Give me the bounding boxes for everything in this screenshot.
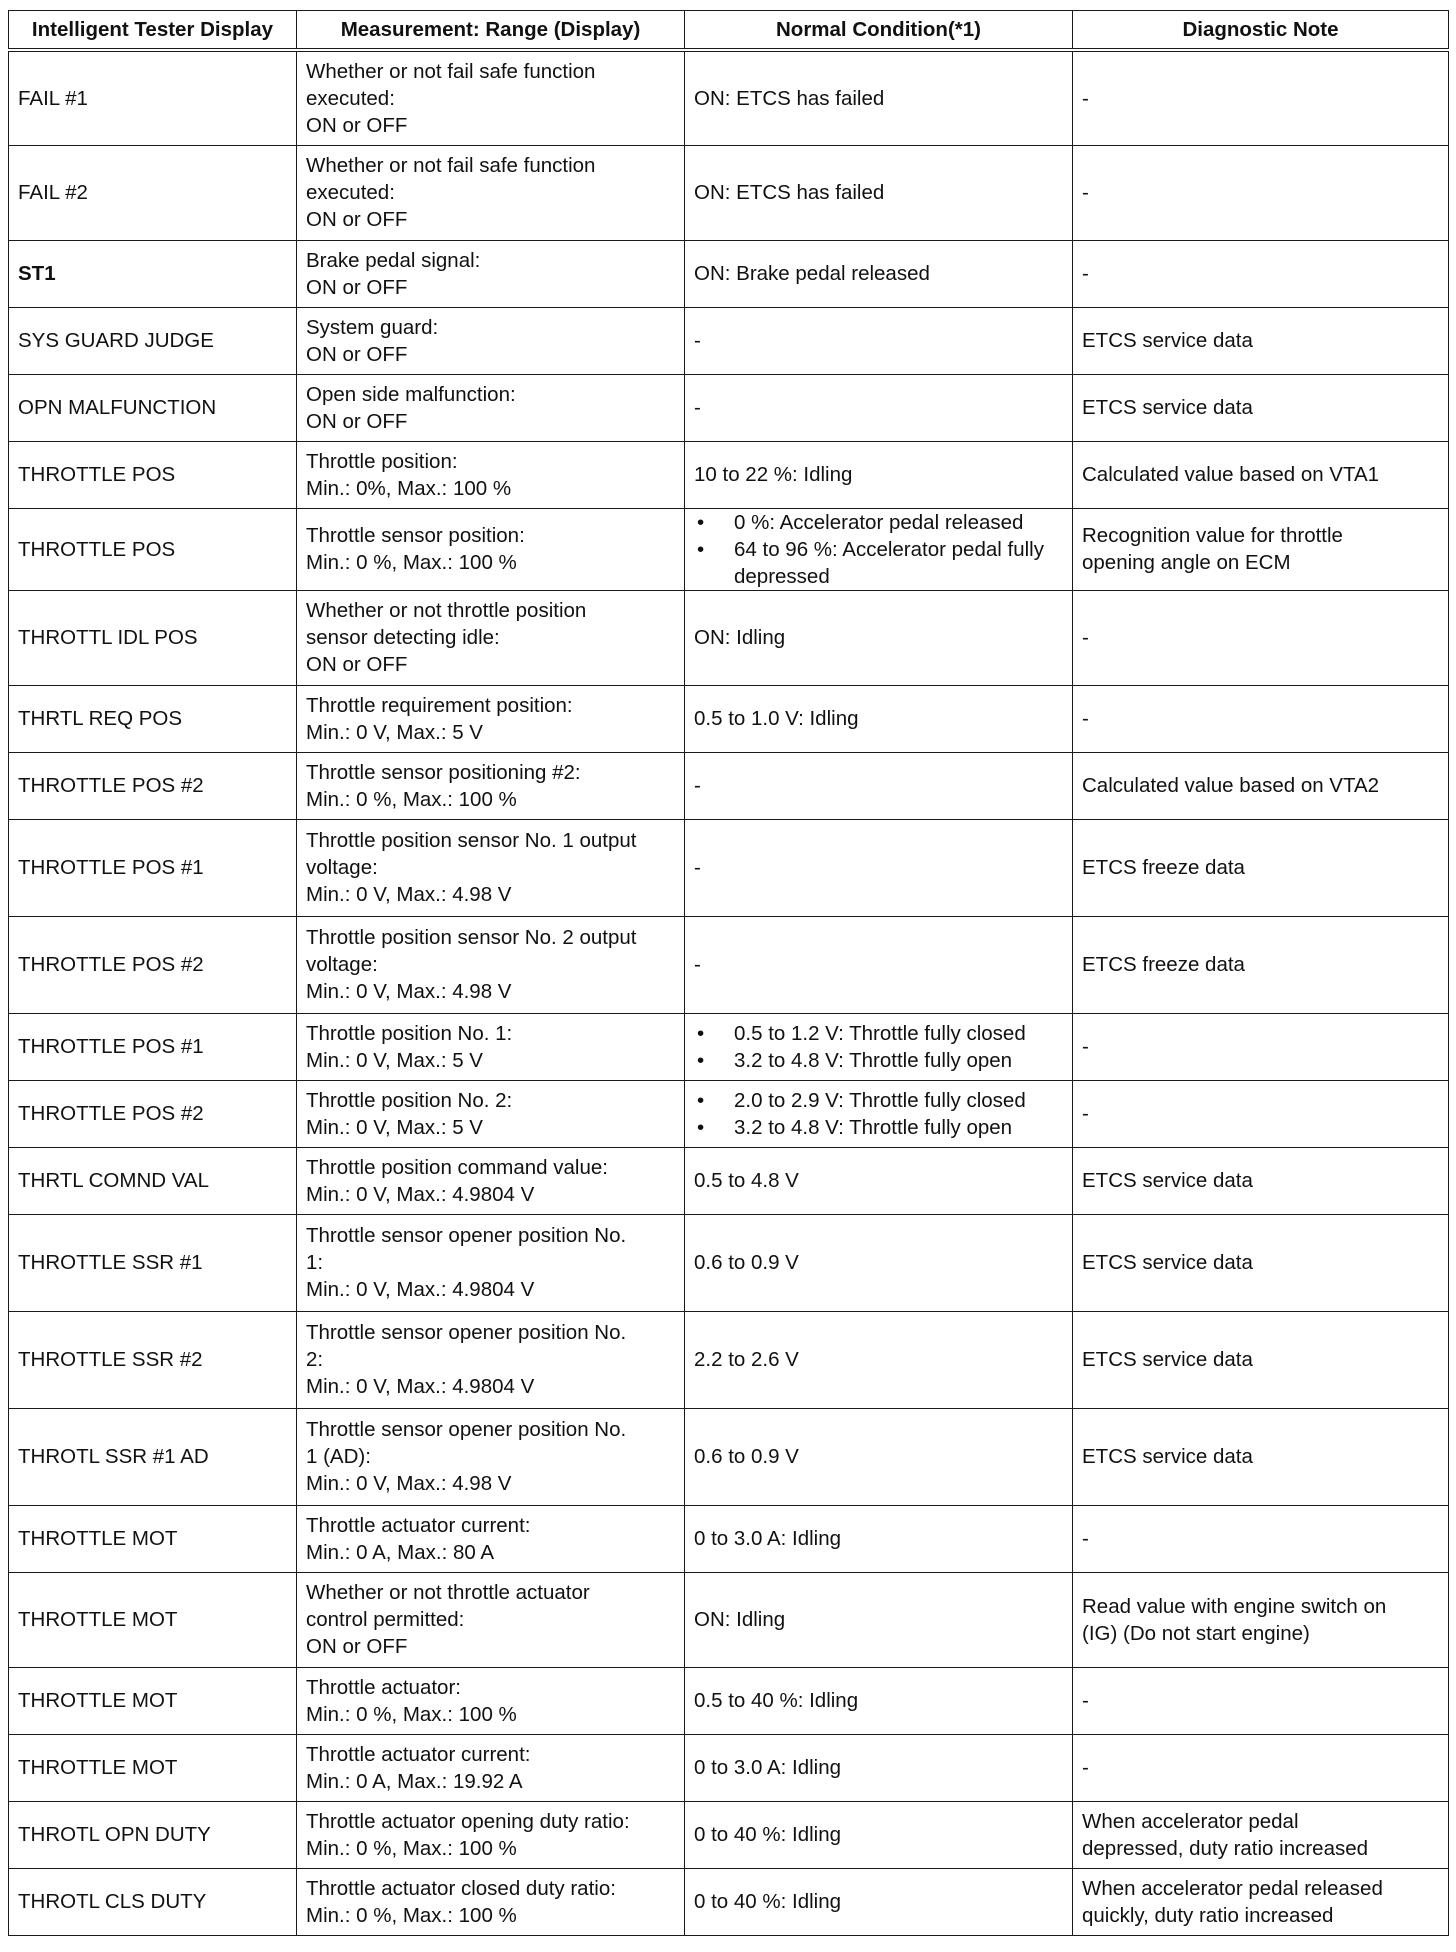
measurement-cell <box>297 1868 685 1935</box>
normal-condition-item: • 3.2 to 4.8 V: Throttle fully open <box>694 1047 1063 1074</box>
table-row <box>9 752 1449 819</box>
data-list-table <box>8 10 1449 1936</box>
normal-condition-line: 2.2 to 2.6 V <box>694 1348 799 1371</box>
diagnostic-note-line: Read value with engine switch on <box>1082 1594 1387 1618</box>
diagnostic-note-line: ETCS freeze data <box>1082 953 1245 976</box>
table-row <box>9 1147 1449 1214</box>
normal-condition-line: 0.6 to 0.9 V <box>694 1445 799 1468</box>
measurement-line: Throttle actuator: <box>306 1675 461 1699</box>
diagnostic-note-cell <box>1073 1572 1449 1667</box>
measurement-line: control permitted: <box>306 1608 465 1631</box>
tester-display-cell: THROTTLE MOT <box>9 1734 297 1801</box>
normal-condition-cell <box>685 819 1073 916</box>
diagnostic-note-cell <box>1073 374 1449 441</box>
table-row <box>9 1408 1449 1505</box>
measurement-line: Min.: 0%, Max.: 100 % <box>306 476 512 500</box>
tester-display-cell: THRTL REQ POS <box>9 685 297 752</box>
measurement-cell <box>297 685 685 752</box>
normal-condition-cell <box>685 916 1073 1013</box>
normal-condition-cell <box>685 1801 1073 1868</box>
normal-condition-line: - <box>694 953 701 976</box>
diagnostic-note-line: - <box>1082 181 1089 204</box>
diagnostic-note-line: - <box>1082 707 1089 730</box>
measurement-line: voltage: <box>306 856 378 879</box>
normal-condition-cell <box>685 1505 1073 1572</box>
measurement-line: Throttle actuator current: <box>306 1742 531 1766</box>
normal-condition-line: ON: Brake pedal released <box>694 262 930 285</box>
tester-display-cell: THROTTLE MOT <box>9 1572 297 1667</box>
measurement-line: Throttle sensor opener position No. <box>306 1321 627 1344</box>
table-row <box>9 307 1449 374</box>
tester-display-cell: THROTTLE POS <box>9 508 297 590</box>
measurement-line: Whether or not throttle actuator <box>306 1581 590 1604</box>
header-row <box>9 11 1449 51</box>
normal-condition-cell <box>685 441 1073 508</box>
measurement-line: executed: <box>306 86 395 110</box>
measurement-line: 2: <box>306 1348 324 1371</box>
normal-condition-line: 0.5 to 40 %: Idling <box>694 1689 859 1712</box>
measurement-line: Throttle sensor positioning #2: <box>306 760 581 784</box>
normal-condition-cell <box>685 685 1073 752</box>
tester-display-cell: OPN MALFUNCTION <box>9 374 297 441</box>
normal-condition-cell <box>685 1667 1073 1734</box>
measurement-line: Throttle sensor opener position No. <box>306 1224 627 1247</box>
measurement-cell <box>297 1734 685 1801</box>
measurement-line: Min.: 0 V, Max.: 4.98 V <box>306 980 512 1003</box>
measurement-line: Min.: 0 %, Max.: 100 % <box>306 1702 517 1726</box>
normal-condition-line: - <box>694 774 701 797</box>
normal-condition-cell <box>685 590 1073 685</box>
table-row <box>9 1080 1449 1147</box>
diagnostic-note-cell <box>1073 441 1449 508</box>
measurement-line: Min.: 0 %, Max.: 100 % <box>306 787 517 811</box>
measurement-line: 1 (AD): <box>306 1445 371 1468</box>
tester-display-cell: SYS GUARD JUDGE <box>9 307 297 374</box>
measurement-line: Whether or not fail safe function <box>306 59 596 83</box>
tester-display-cell: THROTTL IDL POS <box>9 590 297 685</box>
measurement-line: Throttle sensor position: <box>306 524 525 547</box>
tester-display-cell: THRTL COMND VAL <box>9 1147 297 1214</box>
tester-display-cell: THROTTLE POS #2 <box>9 752 297 819</box>
diagnostic-note-cell <box>1073 752 1449 819</box>
measurement-cell <box>297 590 685 685</box>
diagnostic-note-line: ETCS service data <box>1082 1251 1253 1274</box>
diagnostic-note-line: - <box>1082 86 1089 110</box>
normal-condition-item: • 64 to 96 %: Accelerator pedal fully depressed <box>694 536 1063 590</box>
diagnostic-note-line: ETCS freeze data <box>1082 856 1245 879</box>
diagnostic-note-line: ETCS service data <box>1082 329 1253 352</box>
measurement-cell <box>297 374 685 441</box>
table-row <box>9 1013 1449 1080</box>
measurement-cell <box>297 1572 685 1667</box>
data-rows <box>9 50 1449 1935</box>
tester-display-cell: THROTTLE SSR #2 <box>9 1311 297 1408</box>
tester-display-cell: THROTTLE POS #1 <box>9 819 297 916</box>
measurement-cell <box>297 1801 685 1868</box>
table-row <box>9 1868 1449 1935</box>
normal-condition-item: • 0 %: Accelerator pedal released <box>694 509 1063 536</box>
measurement-cell <box>297 240 685 307</box>
measurement-line: Whether or not fail safe function <box>306 154 596 177</box>
diagnostic-note-line: quickly, duty ratio increased <box>1082 1903 1334 1927</box>
table-row <box>9 1734 1449 1801</box>
tester-display-cell: THROTL CLS DUTY <box>9 1868 297 1935</box>
normal-condition-line: 0 to 40 %: Idling <box>694 1890 842 1913</box>
tester-display-cell: THROTTLE POS <box>9 441 297 508</box>
normal-condition-cell <box>685 240 1073 307</box>
tester-display-cell: FAIL #1 <box>9 50 297 145</box>
table-row <box>9 240 1449 307</box>
tester-display-cell: THROTTLE POS #2 <box>9 916 297 1013</box>
measurement-line: Min.: 0 V, Max.: 4.9804 V <box>306 1278 535 1301</box>
diagnostic-note-line: Calculated value based on VTA2 <box>1082 774 1380 797</box>
measurement-line: Throttle requirement position: <box>306 693 573 717</box>
tester-display-cell: ST1 <box>9 240 297 307</box>
measurement-line: Min.: 0 A, Max.: 80 A <box>306 1540 495 1564</box>
measurement-line: ON or OFF <box>306 1635 408 1658</box>
normal-condition-cell <box>685 508 1073 590</box>
diagnostic-note-line: ETCS service data <box>1082 396 1253 419</box>
measurement-line: Min.: 0 A, Max.: 19.92 A <box>306 1769 523 1793</box>
normal-condition-item: • 3.2 to 4.8 V: Throttle fully open <box>694 1114 1063 1141</box>
measurement-cell <box>297 508 685 590</box>
diagnostic-note-line: Calculated value based on VTA1 <box>1082 463 1380 486</box>
measurement-cell <box>297 752 685 819</box>
normal-condition-cell <box>685 1572 1073 1667</box>
table-row <box>9 441 1449 508</box>
measurement-cell <box>297 1311 685 1408</box>
header-diagnostic-note: Diagnostic Note <box>1073 11 1449 51</box>
measurement-line: Throttle position sensor No. 1 output <box>306 829 637 852</box>
table-row <box>9 1505 1449 1572</box>
diagnostic-note-cell <box>1073 1080 1449 1147</box>
normal-condition-list <box>694 509 1063 590</box>
diagnostic-note-cell <box>1073 240 1449 307</box>
measurement-line: Whether or not throttle position <box>306 599 587 622</box>
normal-condition-line: 0 to 40 %: Idling <box>694 1823 842 1846</box>
diagnostic-note-line: - <box>1082 1756 1089 1779</box>
normal-condition-line: ON: ETCS has failed <box>694 86 885 110</box>
measurement-line: Throttle position: <box>306 449 458 473</box>
tester-display-cell: FAIL #2 <box>9 145 297 240</box>
normal-condition-line: - <box>694 856 701 879</box>
diagnostic-note-cell <box>1073 508 1449 590</box>
diagnostic-note-line: When accelerator pedal released <box>1082 1876 1383 1900</box>
tester-display-cell: THROTTLE POS #2 <box>9 1080 297 1147</box>
normal-condition-cell <box>685 145 1073 240</box>
header-normal-condition: Normal Condition(*1) <box>685 11 1073 51</box>
measurement-line: Min.: 0 V, Max.: 4.98 V <box>306 883 512 906</box>
measurement-cell <box>297 1080 685 1147</box>
normal-condition-line: - <box>694 396 701 419</box>
diagnostic-note-cell <box>1073 916 1449 1013</box>
diagnostic-note-line: (IG) (Do not start engine) <box>1082 1621 1310 1645</box>
diagnostic-note-line: - <box>1082 1689 1089 1712</box>
diagnostic-note-cell <box>1073 1505 1449 1572</box>
measurement-line: Min.: 0 %, Max.: 100 % <box>306 1836 517 1860</box>
measurement-cell <box>297 1147 685 1214</box>
diagnostic-note-line: depressed, duty ratio increased <box>1082 1836 1369 1860</box>
table-row <box>9 374 1449 441</box>
normal-condition-line: 10 to 22 %: Idling <box>694 463 853 486</box>
measurement-line: Min.: 0 %, Max.: 100 % <box>306 551 517 574</box>
normal-condition-line: ON: ETCS has failed <box>694 181 885 204</box>
measurement-line: Min.: 0 V, Max.: 5 V <box>306 720 483 744</box>
normal-condition-cell <box>685 1734 1073 1801</box>
measurement-line: Min.: 0 %, Max.: 100 % <box>306 1903 517 1927</box>
measurement-cell <box>297 441 685 508</box>
normal-condition-cell <box>685 1868 1073 1935</box>
table-row <box>9 819 1449 916</box>
measurement-cell <box>297 1505 685 1572</box>
measurement-line: Throttle position command value: <box>306 1155 608 1179</box>
measurement-cell <box>297 1013 685 1080</box>
measurement-cell <box>297 819 685 916</box>
diagnostic-note-line: opening angle on ECM <box>1082 551 1291 574</box>
measurement-cell <box>297 1408 685 1505</box>
table-row <box>9 916 1449 1013</box>
diagnostic-note-cell <box>1073 685 1449 752</box>
measurement-line: Min.: 0 V, Max.: 4.98 V <box>306 1472 512 1495</box>
normal-condition-cell <box>685 1408 1073 1505</box>
measurement-cell <box>297 1667 685 1734</box>
diagnostic-note-line: - <box>1082 262 1089 285</box>
normal-condition-line: 0.5 to 1.0 V: Idling <box>694 707 859 730</box>
data-list-sheet <box>8 10 1448 1936</box>
measurement-cell <box>297 916 685 1013</box>
measurement-line: ON or OFF <box>306 113 408 137</box>
diagnostic-note-cell <box>1073 1801 1449 1868</box>
diagnostic-note-cell <box>1073 1147 1449 1214</box>
measurement-line: ON or OFF <box>306 342 408 366</box>
measurement-line: ON or OFF <box>306 653 408 676</box>
table-row <box>9 508 1449 590</box>
measurement-line: Open side malfunction: <box>306 382 516 406</box>
measurement-line: ON or OFF <box>306 208 408 231</box>
measurement-line: Throttle actuator current: <box>306 1513 531 1537</box>
measurement-line: Min.: 0 V, Max.: 5 V <box>306 1115 483 1139</box>
normal-condition-cell <box>685 50 1073 145</box>
diagnostic-note-line: ETCS service data <box>1082 1348 1253 1371</box>
measurement-line: sensor detecting idle: <box>306 626 500 649</box>
measurement-line: Throttle sensor opener position No. <box>306 1418 627 1441</box>
normal-condition-line: 0 to 3.0 A: Idling <box>694 1527 842 1550</box>
tester-display-cell: THROTTLE MOT <box>9 1505 297 1572</box>
normal-condition-cell <box>685 752 1073 819</box>
measurement-line: 1: <box>306 1251 324 1274</box>
normal-condition-line: 0 to 3.0 A: Idling <box>694 1756 842 1779</box>
measurement-line: Throttle position No. 1: <box>306 1021 513 1045</box>
normal-condition-cell <box>685 1013 1073 1080</box>
measurement-line: Min.: 0 V, Max.: 4.9804 V <box>306 1182 535 1206</box>
diagnostic-note-cell <box>1073 819 1449 916</box>
normal-condition-cell <box>685 1311 1073 1408</box>
normal-condition-list <box>694 1020 1063 1074</box>
measurement-cell <box>297 50 685 145</box>
measurement-line: Brake pedal signal: <box>306 248 481 272</box>
normal-condition-cell <box>685 307 1073 374</box>
normal-condition-cell <box>685 374 1073 441</box>
measurement-line: Min.: 0 V, Max.: 4.9804 V <box>306 1375 535 1398</box>
measurement-line: executed: <box>306 181 395 204</box>
table-row <box>9 50 1449 145</box>
header-tester-display: Intelligent Tester Display <box>9 11 297 51</box>
measurement-line: System guard: <box>306 315 439 339</box>
measurement-line: Throttle position sensor No. 2 output <box>306 926 637 949</box>
diagnostic-note-cell <box>1073 1408 1449 1505</box>
measurement-line: voltage: <box>306 953 378 976</box>
table-row <box>9 1572 1449 1667</box>
diagnostic-note-cell <box>1073 307 1449 374</box>
diagnostic-note-line: Recognition value for throttle <box>1082 524 1343 547</box>
diagnostic-note-cell <box>1073 1667 1449 1734</box>
diagnostic-note-cell <box>1073 50 1449 145</box>
table-row <box>9 145 1449 240</box>
tester-display-cell: THROTTLE SSR #1 <box>9 1214 297 1311</box>
table-row <box>9 1214 1449 1311</box>
measurement-line: Throttle actuator closed duty ratio: <box>306 1876 616 1900</box>
normal-condition-line: 0.6 to 0.9 V <box>694 1251 799 1274</box>
measurement-cell <box>297 145 685 240</box>
normal-condition-cell <box>685 1214 1073 1311</box>
normal-condition-cell <box>685 1147 1073 1214</box>
measurement-line: Min.: 0 V, Max.: 5 V <box>306 1048 483 1072</box>
diagnostic-note-line: ETCS service data <box>1082 1169 1253 1192</box>
measurement-line: Throttle position No. 2: <box>306 1088 513 1112</box>
normal-condition-item: • 2.0 to 2.9 V: Throttle fully closed <box>694 1087 1063 1114</box>
tester-display-cell: THROTTLE POS #1 <box>9 1013 297 1080</box>
diagnostic-note-cell <box>1073 1214 1449 1311</box>
tester-display-cell: THROTL SSR #1 AD <box>9 1408 297 1505</box>
normal-condition-line: - <box>694 329 701 352</box>
measurement-cell <box>297 307 685 374</box>
diagnostic-note-cell <box>1073 1311 1449 1408</box>
measurement-line: ON or OFF <box>306 409 408 433</box>
measurement-line: Throttle actuator opening duty ratio: <box>306 1809 630 1833</box>
normal-condition-item: • 0.5 to 1.2 V: Throttle fully closed <box>694 1020 1063 1047</box>
header-measurement-range: Measurement: Range (Display) <box>297 11 685 51</box>
tester-display-cell: THROTL OPN DUTY <box>9 1801 297 1868</box>
diagnostic-note-cell <box>1073 1868 1449 1935</box>
diagnostic-note-line: - <box>1082 1102 1089 1125</box>
diagnostic-note-cell <box>1073 1013 1449 1080</box>
diagnostic-note-line: - <box>1082 1035 1089 1058</box>
normal-condition-list <box>694 1087 1063 1141</box>
diagnostic-note-line: - <box>1082 626 1089 649</box>
table-row <box>9 590 1449 685</box>
diagnostic-note-cell <box>1073 590 1449 685</box>
normal-condition-line: ON: Idling <box>694 626 786 649</box>
measurement-cell <box>297 1214 685 1311</box>
table-row <box>9 685 1449 752</box>
normal-condition-cell <box>685 1080 1073 1147</box>
diagnostic-note-line: - <box>1082 1527 1089 1550</box>
diagnostic-note-line: ETCS service data <box>1082 1445 1253 1468</box>
table-row <box>9 1311 1449 1408</box>
diagnostic-note-line: When accelerator pedal <box>1082 1809 1299 1833</box>
diagnostic-note-cell <box>1073 145 1449 240</box>
tester-display-cell: THROTTLE MOT <box>9 1667 297 1734</box>
measurement-line: ON or OFF <box>306 275 408 299</box>
table-row <box>9 1667 1449 1734</box>
table-row <box>9 1801 1449 1868</box>
normal-condition-line: 0.5 to 4.8 V <box>694 1169 799 1192</box>
diagnostic-note-cell <box>1073 1734 1449 1801</box>
normal-condition-line: ON: Idling <box>694 1608 786 1631</box>
